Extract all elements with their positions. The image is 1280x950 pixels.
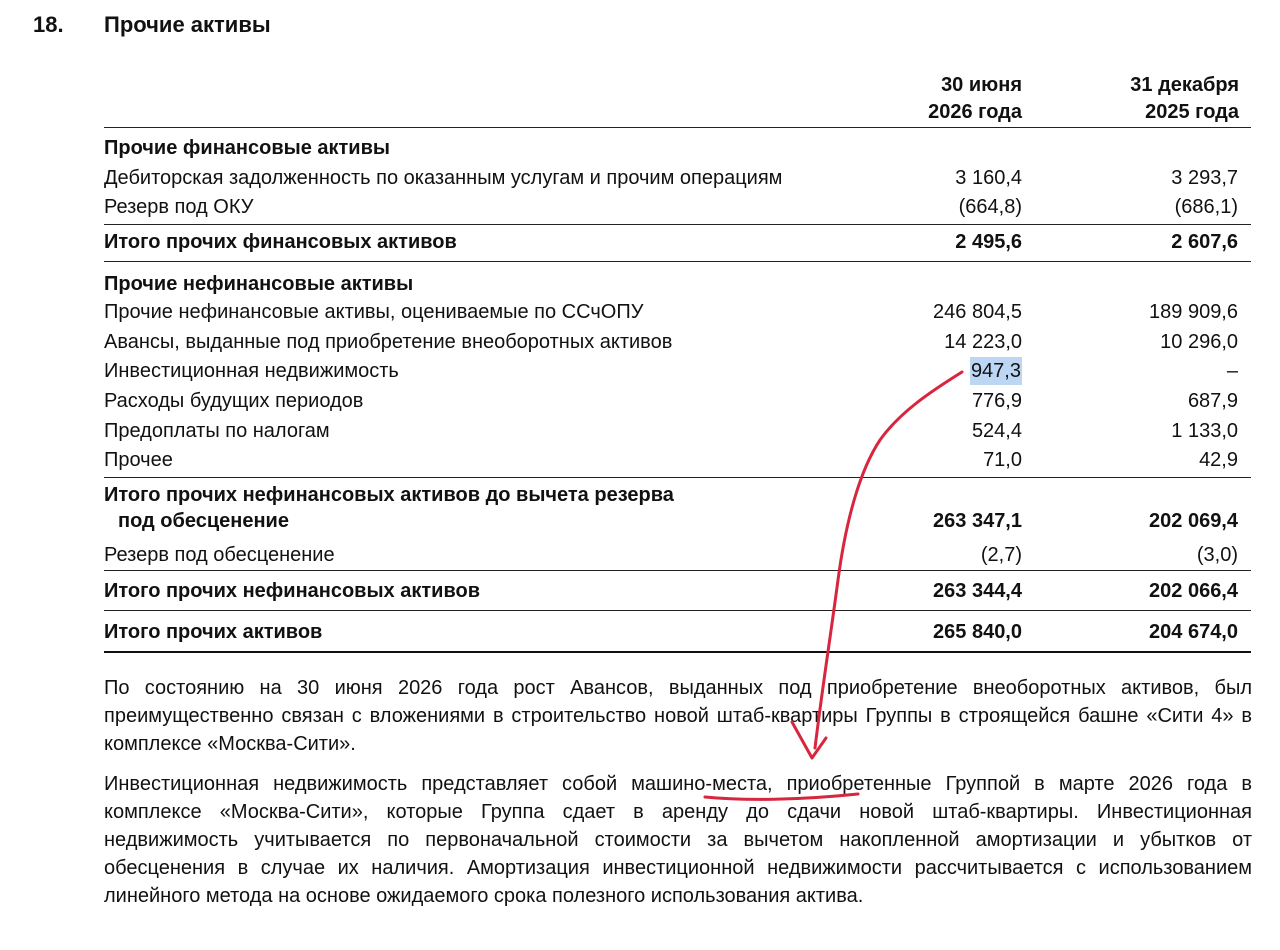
note-paragraph-investment-property: Инвестиционная недвижимость представляет собой машино-места, приобретенные Группой в марте 2026 года в комплексе «Москва-Сити», которые Группа сдает в аренду до сдачи новой штаб-квартиры. Инвестиционная недвижимость учитывается по первоначальной стоимости за вычетом накопленной амортизации и убытков от обесценения в случае их наличия. Амортизация инвестиционной недвижимости рассчитывается с использованием линейного метода на основе ожидаемого срока полезного использования актива. — [104, 773, 1252, 907]
table-top-rule — [104, 127, 1251, 128]
financial-assets-total-row: Итого прочих финансовых активов 2 495,6 2 607,6 — [104, 231, 1238, 253]
table-row: Прочие нефинансовые активы, оцениваемые по ССчОПУ 246 804,5 189 909,6 — [104, 301, 1238, 323]
table-row: Резерв под обесценение (2,7) (3,0) — [104, 544, 1238, 566]
nonfinancial-subtotal-row: Итого прочих нефинансовых активов до вычета резерва под обесценение 263 347,1 202 069,4 — [104, 484, 1238, 532]
table-row: Авансы, выданные под приобретение внеоборотных активов 14 223,0 10 296,0 — [104, 331, 1238, 353]
investment-property-row: Инвестиционная недвижимость 947,3 – — [104, 357, 1251, 385]
financial-assets-heading: Прочие финансовые активы — [104, 137, 390, 159]
section-title: Прочие активы — [104, 12, 271, 37]
column-header-june-2026: 30 июня 2026 года — [928, 74, 1022, 123]
table-row: Дебиторская задолженность по оказанным услугам и прочим операциям 3 160,4 3 293,7 — [104, 167, 1238, 189]
table-bottom-rule — [104, 651, 1251, 653]
table-row: Прочее 71,0 42,9 — [104, 449, 1238, 471]
rule — [104, 477, 1251, 478]
note-paragraph-advances: По состоянию на 30 июня 2026 года рост Авансов, выданных под приобретение внеоборотных активов, был преимущественно связан с вложениями в строительство новой штаб-квартиры Группы в строящейся башне «Сити 4» в комплексе «Москва-Сити». — [104, 677, 1252, 755]
table-row: Предоплаты по налогам 524,4 1 133,0 — [104, 420, 1238, 442]
underlined-phrase: машино-места — [631, 773, 768, 795]
table-row: Расходы будущих периодов 776,9 687,9 — [104, 390, 1238, 412]
nonfinancial-total-row: Итого прочих нефинансовых активов 263 344,4 202 066,4 — [104, 580, 1238, 602]
section-number: 18. — [33, 12, 64, 37]
grand-total-row: Итого прочих активов 265 840,0 204 674,0 — [104, 621, 1238, 643]
rule — [104, 224, 1251, 225]
rule — [104, 261, 1251, 262]
highlighted-value: 947,3 — [970, 357, 1022, 385]
column-header-december-2025: 31 декабря 2025 года — [1130, 74, 1239, 123]
rule — [104, 610, 1251, 611]
nonfinancial-assets-heading: Прочие нефинансовые активы — [104, 273, 414, 295]
table-row: Резерв под ОКУ (664,8) (686,1) — [104, 196, 1238, 218]
rule — [104, 570, 1251, 571]
